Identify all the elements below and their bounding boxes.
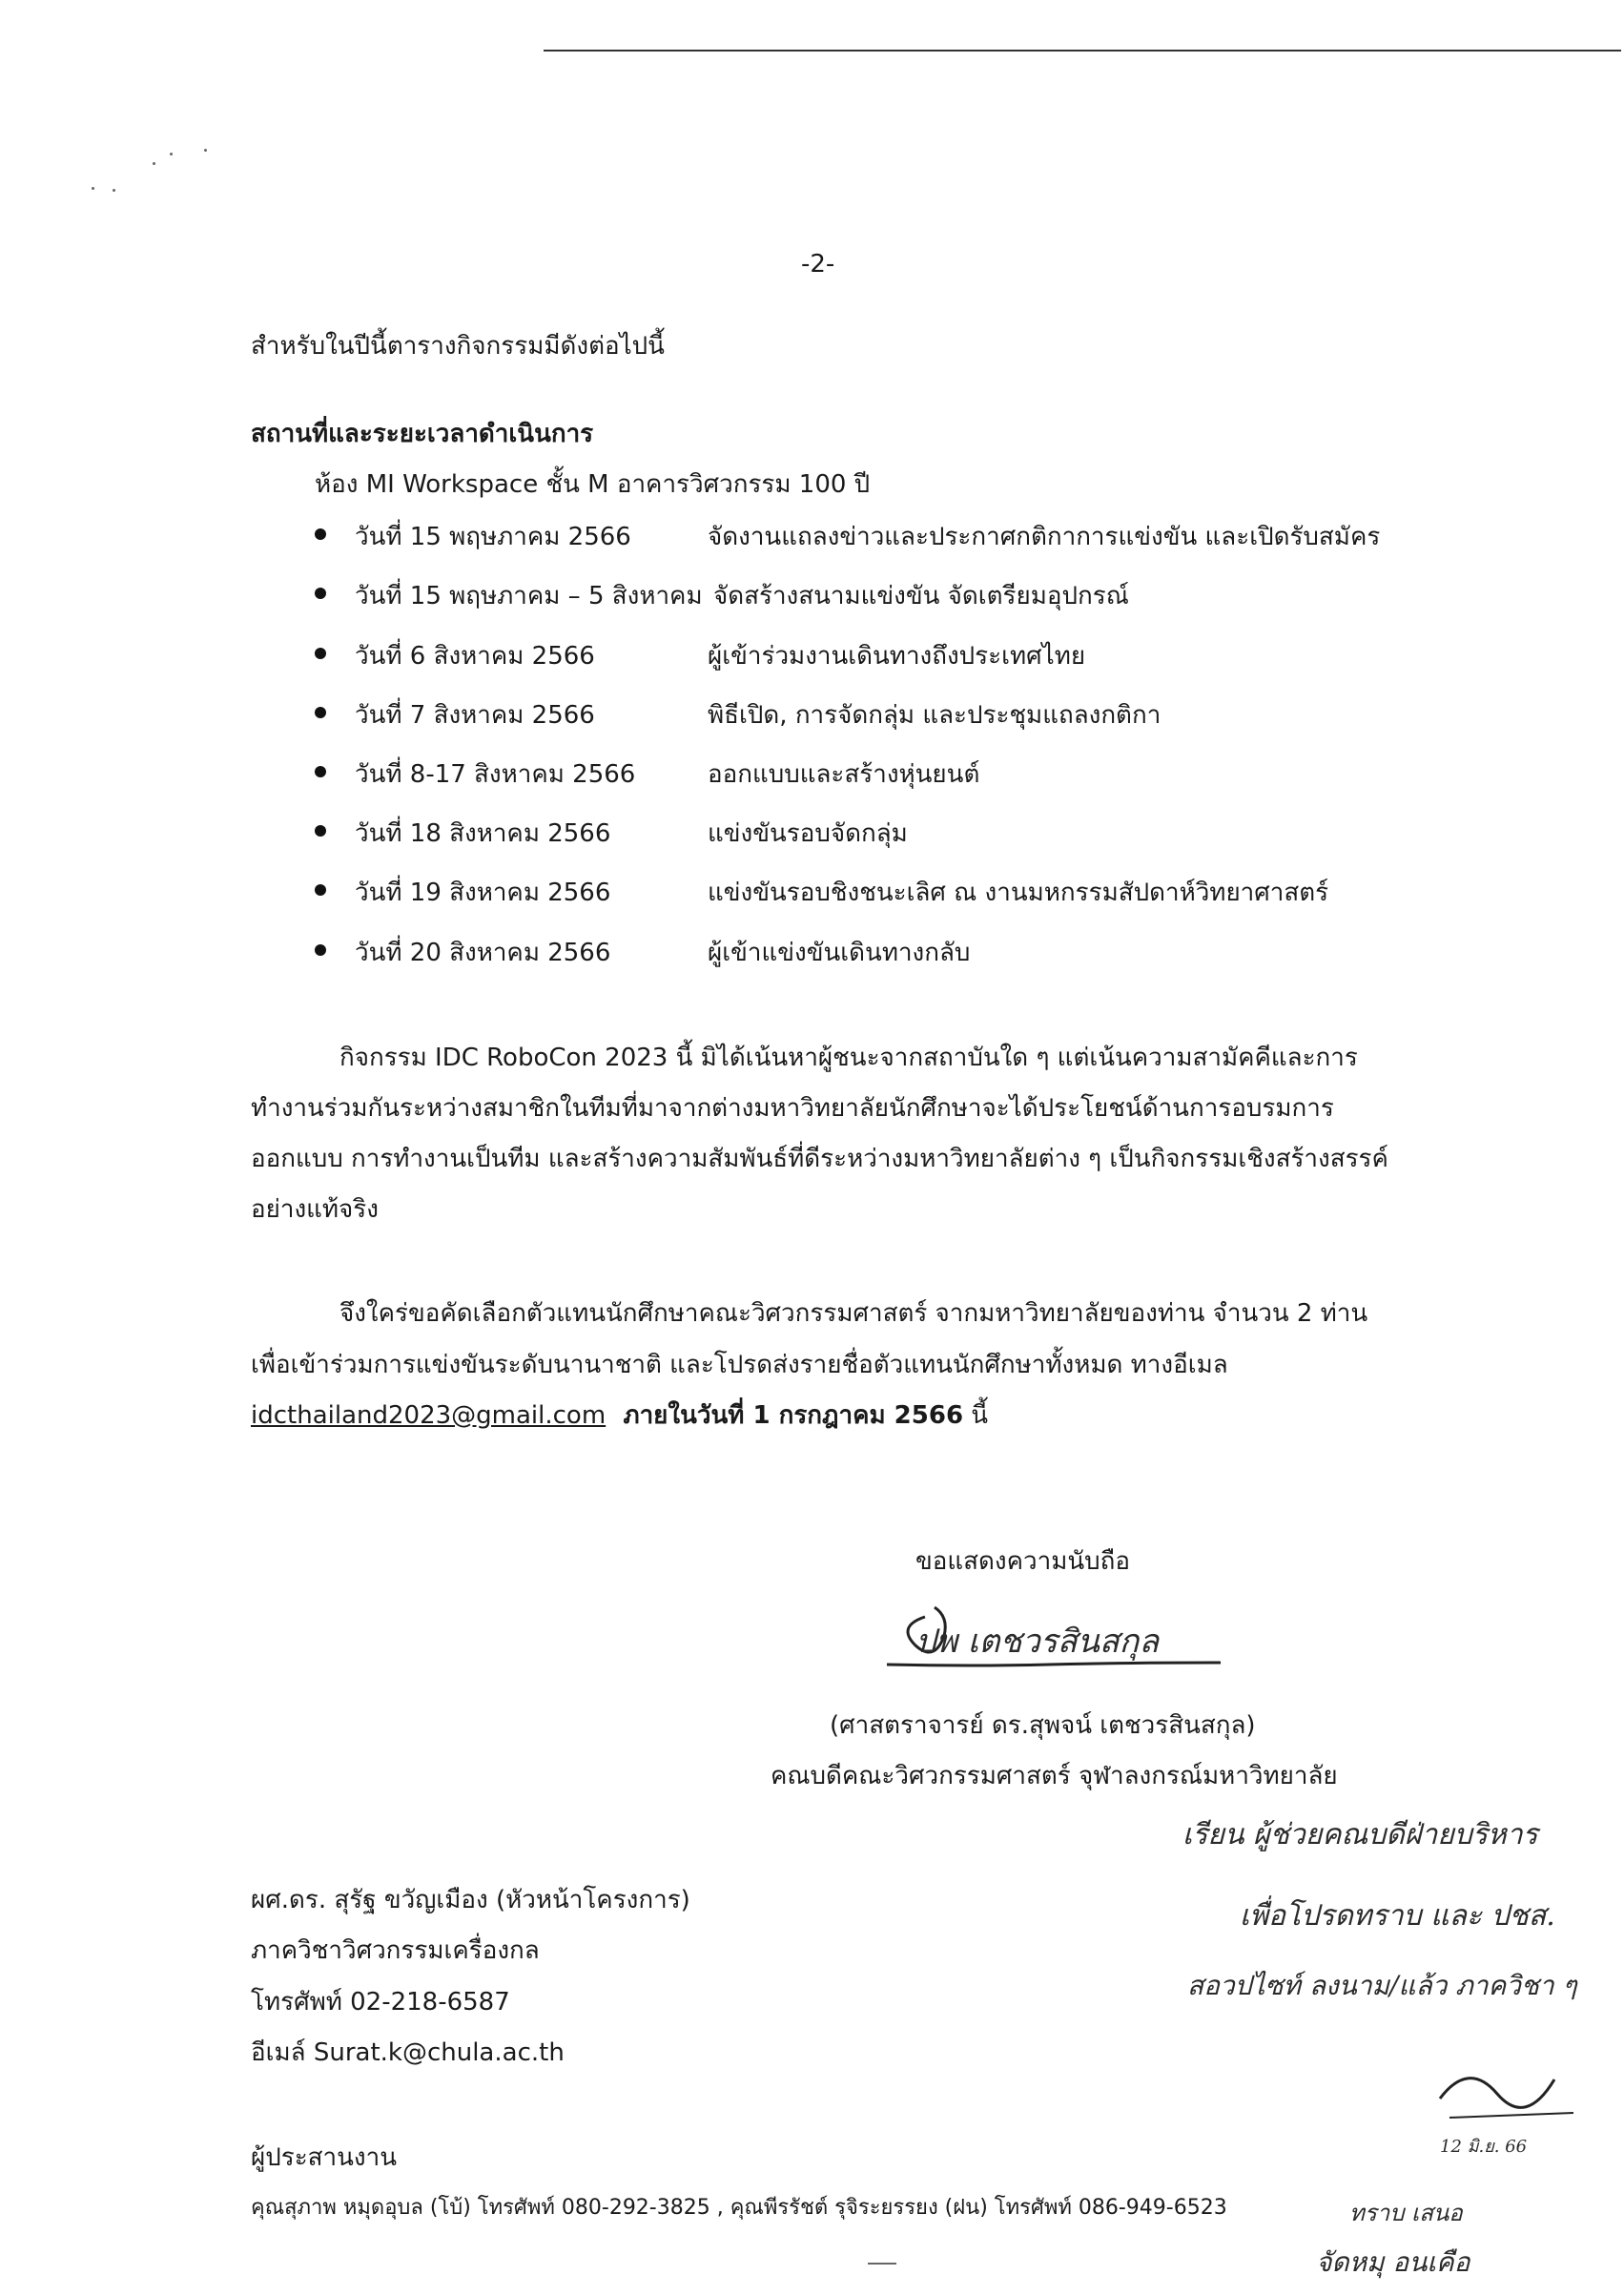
schedule-date: วันที่ 19 สิงหาคม 2566	[355, 879, 611, 907]
deadline-text: ภายในวันที่ 1 กรกฎาคม 2566	[623, 1401, 964, 1430]
schedule-desc: จัดสร้างสนามแข่งขัน จัดเตรียมอุปกรณ์	[713, 582, 1129, 610]
paragraph-line: ออกแบบ การทำงานเป็นทีม และสร้างความสัมพันธ์ที่ดีระหว่างมหาวิทยาลัยต่าง ๆ เป็นกิจกรรมเชิงสร้างสรรค์	[251, 1145, 1388, 1173]
venue-location: ห้อง MI Workspace ชั้น M อาคารวิศวกรรม 100 ปี	[315, 470, 871, 499]
bullet-icon	[315, 825, 326, 837]
page-number: -2-	[801, 250, 835, 279]
signature-image	[858, 1588, 1259, 1684]
schedule-date: วันที่ 7 สิงหาคม 2566	[355, 701, 595, 730]
schedule-desc: พิธีเปิด, การจัดกลุ่ม และประชุมแถลงกติกา	[708, 701, 1161, 730]
lead-department: ภาควิชาวิศวกรรมเครื่องกล	[251, 1936, 540, 1965]
bullet-icon	[315, 648, 326, 659]
paragraph-line: ทำงานร่วมกันระหว่างสมาชิกในทีมที่มาจากต่างมหาวิทยาลัยนักศึกษาจะได้ประโยชน์ด้านการอบรมการ	[251, 1094, 1334, 1123]
signer-name: (ศาสตราจารย์ ดร.สุพจน์ เตชวรสินสกุล)	[830, 1711, 1256, 1740]
schedule-date: วันที่ 15 พฤษภาคม 2566	[355, 523, 631, 551]
schedule-desc: ออกแบบและสร้างหุ่นยนต์	[708, 760, 980, 789]
paragraph-tail: นี้	[963, 1401, 989, 1430]
handwritten-line: 12 มิ.ย. 66	[1440, 2137, 1528, 2157]
bullet-icon	[315, 766, 326, 777]
schedule-date: วันที่ 6 สิงหาคม 2566	[355, 642, 595, 671]
paragraph-line	[251, 1399, 988, 1432]
signer-position: คณบดีคณะวิศวกรรมศาสตร์ จุฬาลงกรณ์มหาวิทยาลัย	[771, 1762, 1338, 1790]
bullet-icon	[315, 944, 326, 956]
schedule-desc: แข่งขันรอบชิงชนะเลิศ ณ งานมหกรรมสัปดาห์วิทยาศาสตร์	[708, 879, 1329, 907]
lead-name: ผศ.ดร. สุรัฐ ขวัญเมือง (หัวหน้าโครงการ)	[251, 1886, 690, 1914]
bullet-icon	[315, 707, 326, 718]
handwritten-line: เพื่อโปรดทราบ และ ปชส.	[1240, 1899, 1555, 1933]
venue-heading: สถานที่และระยะเวลาดำเนินการ	[251, 420, 594, 448]
paragraph-line: เพื่อเข้าร่วมการแข่งขันระดับนานาชาติ และโปรดส่งรายชื่อตัวแทนนักศึกษาทั้งหมด ทางอีเมล	[251, 1351, 1228, 1379]
intro-line: สำหรับในปีนี้ตารางกิจกรรมมีดังต่อไปนี้	[251, 332, 665, 361]
coordinator-label: ผู้ประสานงาน	[251, 2143, 397, 2172]
schedule-date: วันที่ 15 พฤษภาคม – 5 สิงหาคม	[355, 582, 703, 610]
coordinator-details: คุณสุภาพ หมุดอุบล (โบ้) โทรศัพท์ 080-292-3825 , คุณพีรรัชต์ รุจิระยรรยง (ฝน) โทรศัพท์ 086-949-6523	[251, 2196, 1227, 2220]
handwritten-line: สอวปไซท์ ลงนาม/แล้ว ภาควิชา ๆ	[1187, 1970, 1577, 2001]
handwritten-line: จัดหมุ อนเคือ	[1316, 2246, 1470, 2278]
schedule-date: วันที่ 20 สิงหาคม 2566	[355, 939, 611, 967]
bullet-icon	[315, 528, 326, 540]
bottom-mark	[868, 2263, 896, 2265]
schedule-desc: ผู้เข้าร่วมงานเดินทางถึงประเทศไทย	[708, 642, 1086, 671]
bullet-icon	[315, 884, 326, 896]
handwritten-line: เรียน ผู้ช่วยคณบดีฝ่ายบริหาร	[1182, 1818, 1538, 1851]
contact-email-link[interactable]: idcthailand2023@gmail.com	[251, 1401, 606, 1430]
schedule-date: วันที่ 8-17 สิงหาคม 2566	[355, 760, 636, 789]
handwritten-line: ทราบ เสนอ	[1349, 2200, 1463, 2226]
lead-phone: โทรศัพท์ 02-218-6587	[251, 1988, 510, 2017]
closing-salutation: ขอแสดงความนับถือ	[915, 1547, 1130, 1576]
paragraph-line: จึงใคร่ขอคัดเลือกตัวแทนนักศึกษาคณะวิศวกรรมศาสตร์ จากมหาวิทยาลัยของท่าน จำนวน 2 ท่าน	[339, 1299, 1368, 1328]
schedule-desc: จัดงานแถลงข่าวและประกาศกติกาการแข่งขัน และเปิดรับสมัคร	[708, 523, 1381, 551]
signature-text: ปพ เตชวรสินสกุล	[915, 1623, 1160, 1661]
top-rule	[544, 50, 1621, 52]
schedule-desc: ผู้เข้าแข่งขันเดินทางกลับ	[708, 939, 971, 967]
paragraph-line: อย่างแท้จริง	[251, 1195, 379, 1224]
schedule-date: วันที่ 18 สิงหาคม 2566	[355, 819, 611, 848]
lead-email: อีเมล์ Surat.k@chula.ac.th	[251, 2038, 565, 2067]
paragraph-line: กิจกรรม IDC RoboCon 2023 นี้ มิได้เน้นหาผู้ชนะจากสถาบันใด ๆ แต่เน้นความสามัคคีและการ	[339, 1044, 1358, 1072]
schedule-desc: แข่งขันรอบจัดกลุ่ม	[708, 819, 908, 848]
handwritten-initials-icon	[1430, 2041, 1583, 2127]
bullet-icon	[315, 588, 326, 599]
